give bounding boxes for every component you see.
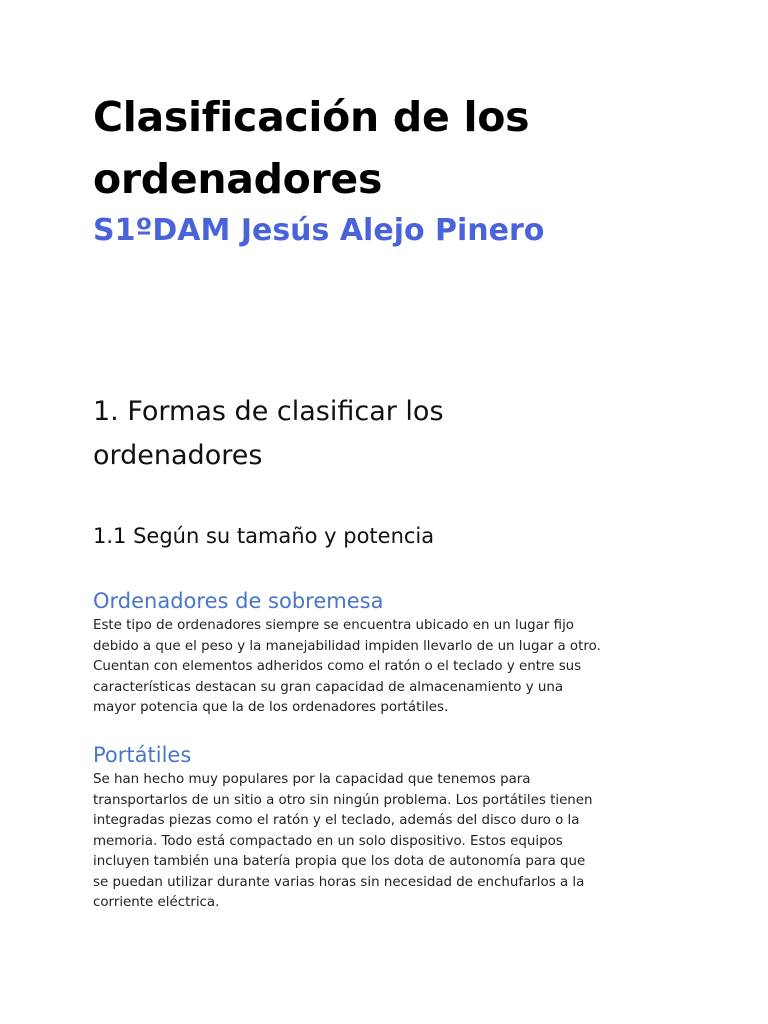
- section-heading-line: ordenadores: [93, 440, 263, 471]
- block-desktop-computers: [93, 586, 683, 719]
- subsection-heading: 1.1 Según su tamaño y potencia: [93, 524, 435, 548]
- paragraph-line: mayor potencia que la de los ordenadores portátiles.: [93, 700, 449, 715]
- paragraph-line: características destacan su gran capacidad de almacenamiento y una: [93, 679, 564, 695]
- section-heading-line: 1. Formas de clasificar los: [93, 396, 444, 427]
- document-title-line: ordenadores: [93, 155, 383, 203]
- document-subtitle: S1ºDAM Jesús Alejo Pinero: [93, 213, 545, 248]
- document-title: [93, 86, 693, 210]
- block-paragraph: [93, 616, 683, 719]
- paragraph-line: integradas piezas como el ratón y el teclado, además del disco duro o la: [93, 813, 580, 828]
- paragraph-line: se puedan utilizar durante varias horas sin necesidad de enchufarlos a la: [93, 874, 585, 890]
- paragraph-line: memoria. Todo está compactado en un solo dispositivo. Estos equipos: [93, 833, 563, 849]
- block-laptops: [93, 740, 683, 914]
- paragraph-line: debido a que el peso y la manejabilidad impiden llevarlo de un lugar a otro.: [93, 638, 601, 654]
- paragraph-line: transportarlos de un sitio a otro sin ningún problema. Los portátiles tienen: [93, 792, 593, 808]
- block-heading: Ordenadores de sobremesa: [93, 589, 384, 613]
- paragraph-line: corriente eléctrica.: [93, 895, 220, 910]
- paragraph-line: Este tipo de ordenadores siempre se encuentra ubicado en un lugar fijo: [93, 618, 574, 633]
- block-heading: Portátiles: [93, 743, 192, 767]
- document-title-line: Clasificación de los: [93, 93, 530, 141]
- paragraph-line: Cuentan con elementos adheridos como el ratón o el teclado y entre sus: [93, 659, 582, 674]
- block-paragraph: [93, 770, 683, 914]
- section-heading: [93, 390, 693, 478]
- paragraph-line: incluyen también una batería propia que los dota de autonomía para que: [93, 854, 586, 869]
- paragraph-line: Se han hecho muy populares por la capacidad que tenemos para: [93, 772, 531, 787]
